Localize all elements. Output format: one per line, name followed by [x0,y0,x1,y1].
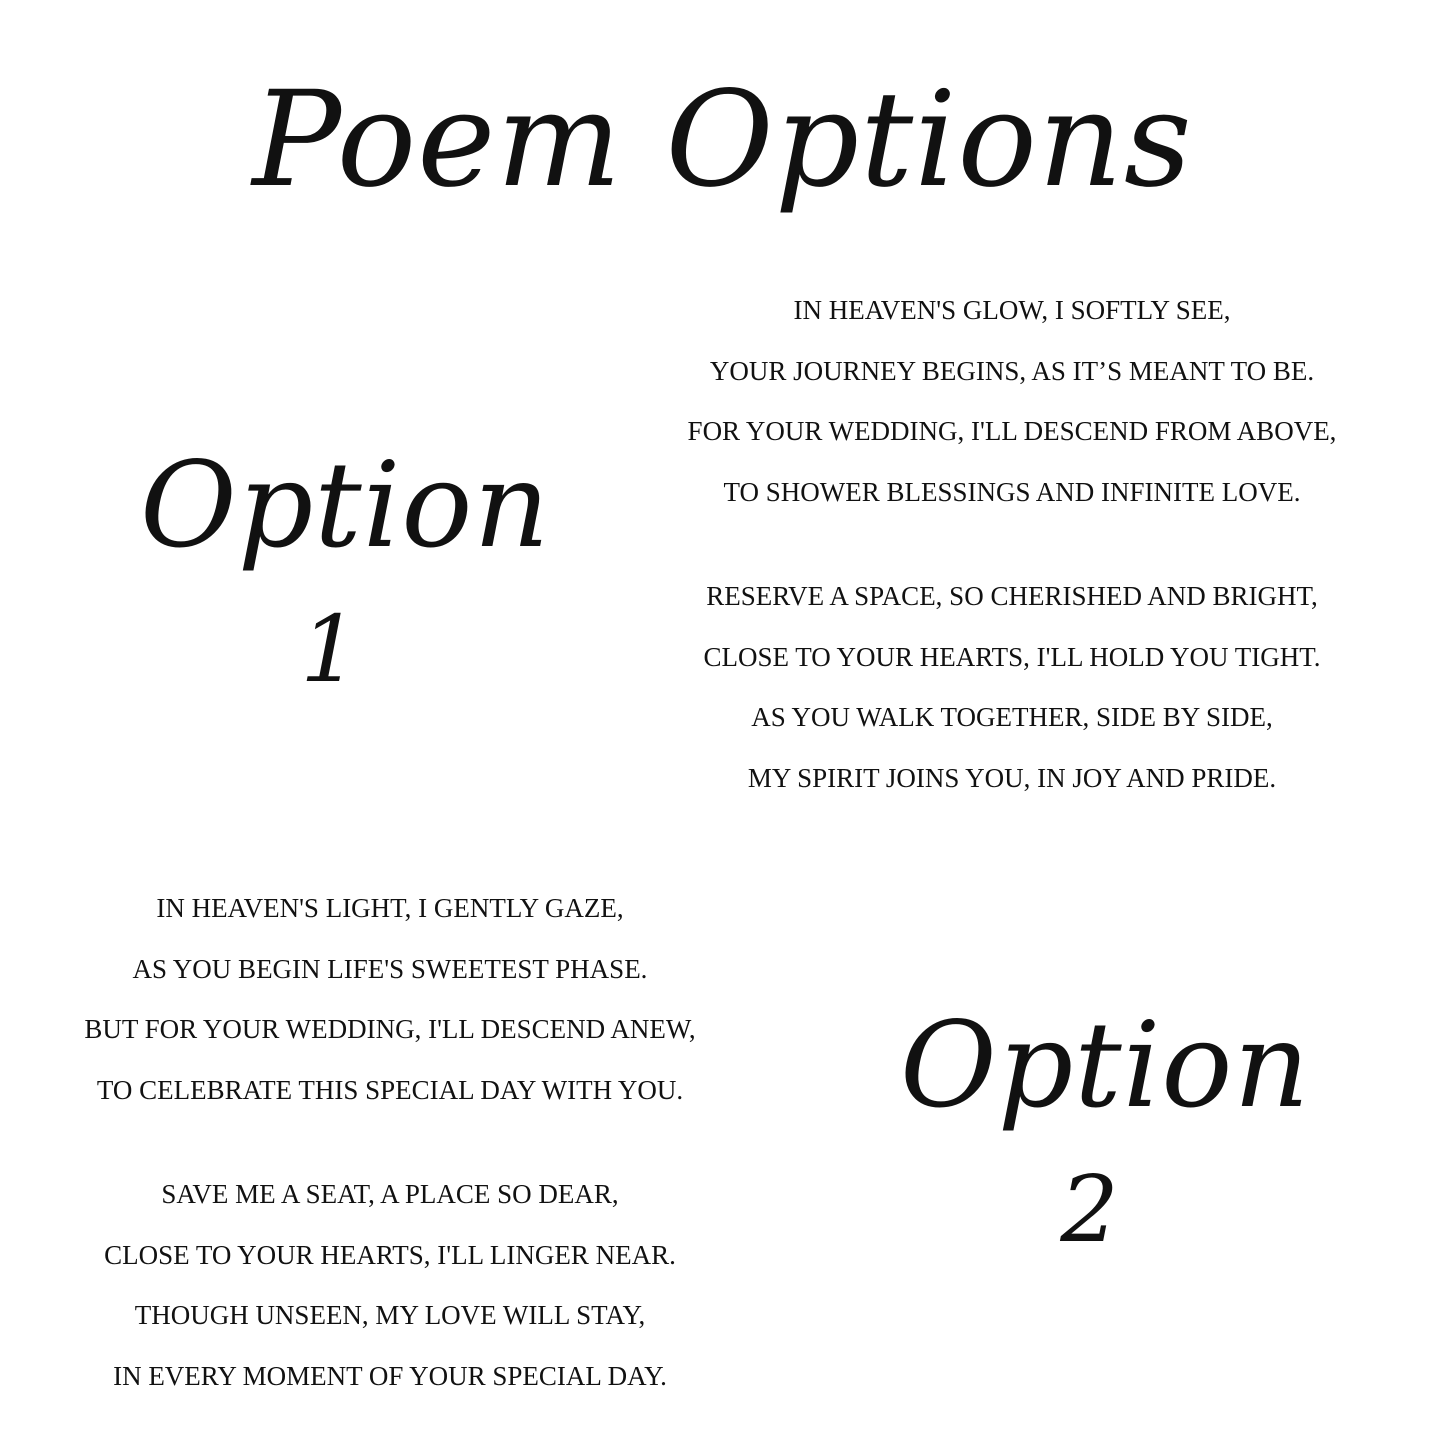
poem-line: MY SPIRIT JOINS YOU, IN JOY AND PRIDE. [747,762,1277,793]
poem-line: IN EVERY MOMENT OF YOUR SPECIAL DAY. [113,1360,667,1391]
poem-line: AS YOU BEGIN LIFE'S SWEETEST PHASE. [132,953,648,984]
poem-line: YOUR JOURNEY BEGINS, AS IT’S MEANT TO BE. [709,355,1315,386]
poem-line: AS YOU WALK TOGETHER, SIDE BY SIDE, [751,702,1273,732]
poem-2-stanza-2 [0,1164,780,1406]
option-2-poem [0,878,780,1406]
poem-line: IN HEAVEN'S LIGHT, I GENTLY GAZE, [156,893,624,923]
poem-line: IN HEAVEN'S GLOW, I SOFTLY SEE, [793,295,1231,325]
poem-1-stanza-2 [612,566,1412,808]
poem-line: SAVE ME A SEAT, A PLACE SO DEAR, [161,1179,619,1209]
option-1-number: 1 [300,596,360,703]
poem-line: CLOSE TO YOUR HEARTS, I'LL HOLD YOU TIGHT. [703,641,1321,672]
poem-line: CLOSE TO YOUR HEARTS, I'LL LINGER NEAR. [104,1239,676,1270]
option-2-number: 2 [1060,1156,1120,1263]
poem-line: FOR YOUR WEDDING, I'LL DESCEND FROM ABOVE, [687,416,1337,446]
poem-line: BUT FOR YOUR WEDDING, I'LL DESCEND ANEW, [84,1014,696,1044]
poem-line: TO CELEBRATE THIS SPECIAL DAY WITH YOU. [96,1074,684,1105]
option-1-poem [612,280,1412,808]
page-title: Poem Options [252,63,1193,217]
option-2-label: Option [900,996,1311,1134]
poem-line: TO SHOWER BLESSINGS AND INFINITE LOVE. [723,476,1301,507]
poem-line: RESERVE A SPACE, SO CHERISHED AND BRIGHT, [706,581,1318,611]
poem-line: THOUGH UNSEEN, MY LOVE WILL STAY, [134,1300,646,1330]
poem-2-stanza-1 [0,878,780,1120]
option-1-label: Option [140,436,551,574]
poem-1-stanza-1 [612,280,1412,522]
